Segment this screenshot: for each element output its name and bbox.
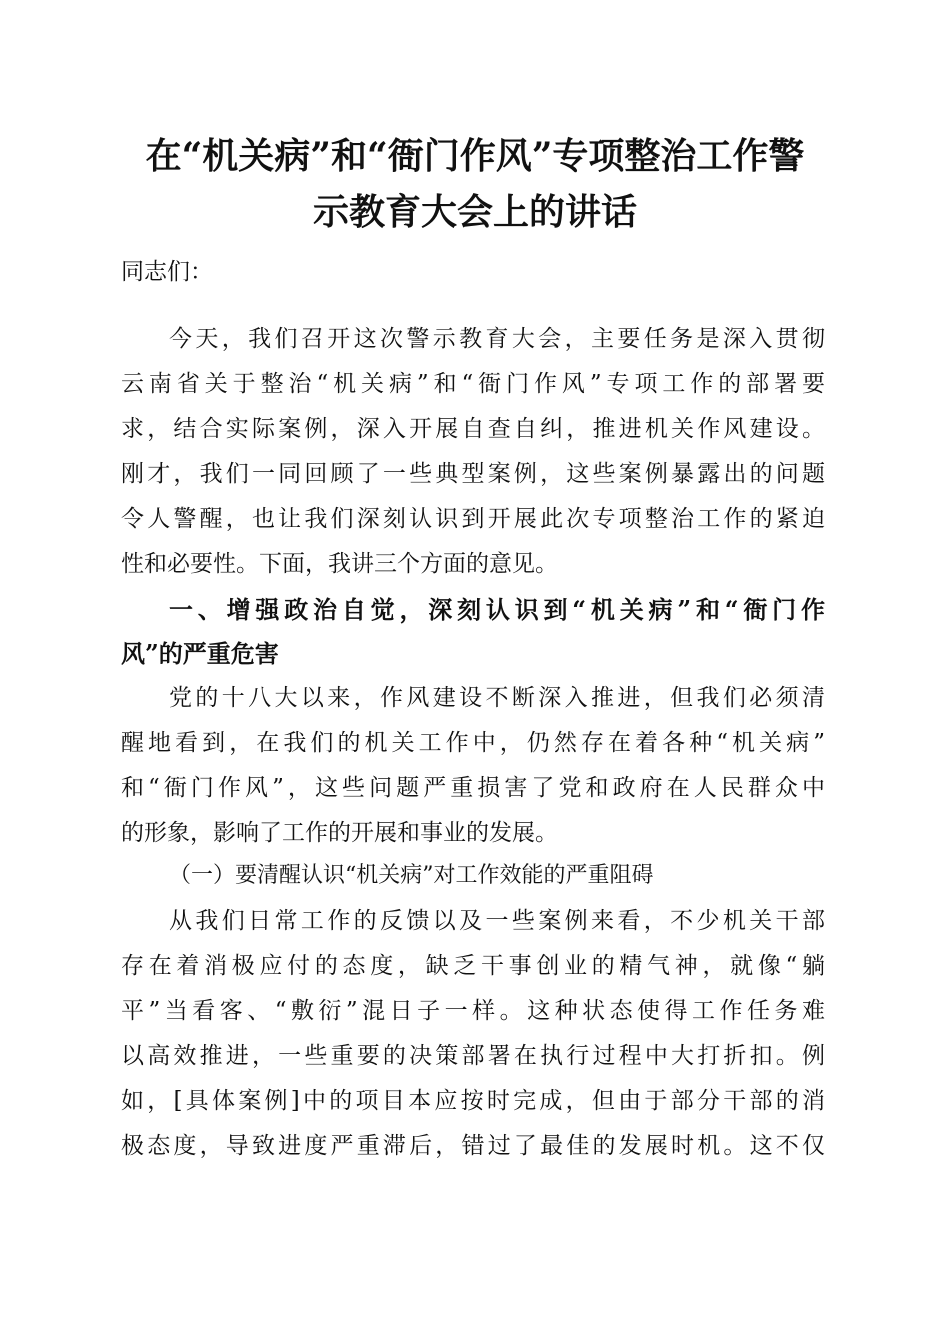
text-line: 求，结合实际案例，深入开展自查自纠，推进机关作风建设。 — [121, 416, 825, 442]
intro-paragraph — [121, 317, 825, 587]
text-line: 从我们日常工作的反馈以及一些案例来看，不少机关干部 — [169, 908, 825, 934]
text-line: 云南省关于整治“机关病”和“衙门作风”专项工作的部署要 — [121, 371, 825, 397]
subsection-1-paragraph — [121, 899, 825, 1169]
section-1-paragraph — [121, 676, 825, 856]
heading-line: 一、增强政治自觉，深刻认识到“机关病”和“衙门作 — [169, 595, 825, 624]
text-line: 以高效推进，一些重要的决策部署在执行过程中大打折扣。例 — [121, 1043, 825, 1069]
subsection-1-heading: （一）要清醒认识“机关病”对工作效能的严重阻碍 — [169, 863, 654, 888]
text-line: 党的十八大以来，作风建设不断深入推进，但我们必须清 — [169, 685, 825, 711]
text-line: 极态度，导致进度严重滞后，错过了最佳的发展时机。这不仅 — [121, 1133, 825, 1159]
text-line: 令人警醒，也让我们深刻认识到开展此次专项整治工作的紧迫 — [121, 506, 825, 532]
text-line: 和“衙门作风”，这些问题严重损害了党和政府在人民群众中 — [121, 775, 825, 801]
title-line-2: 示教育大会上的讲话 — [312, 191, 637, 233]
text-line: 的形象，影响了工作的开展和事业的发展。 — [121, 820, 558, 846]
title-line-1: 在“机关病”和“衙门作风”专项整治工作警 — [145, 135, 805, 177]
text-line: 如，[具体案例]中的项目本应按时完成，但由于部分干部的消 — [121, 1088, 825, 1114]
section-1-heading — [121, 588, 825, 676]
salutation: 同志们： — [121, 259, 213, 285]
text-line: 今天，我们召开这次警示教育大会，主要任务是深入贯彻 — [169, 326, 825, 352]
text-line: 性和必要性。下面，我讲三个方面的意见。 — [121, 551, 558, 577]
document-title — [100, 128, 850, 240]
text-line: 醒地看到，在我们的机关工作中，仍然存在着各种“机关病” — [121, 730, 825, 756]
text-line: 平”当看客、“敷衍”混日子一样。这种状态使得工作任务难 — [121, 998, 825, 1024]
heading-line: 风”的严重危害 — [121, 639, 279, 668]
text-line: 刚才，我们一同回顾了一些典型案例，这些案例暴露出的问题 — [121, 461, 825, 487]
text-line: 存在着消极应付的态度，缺乏干事创业的精气神，就像“躺 — [121, 953, 825, 979]
